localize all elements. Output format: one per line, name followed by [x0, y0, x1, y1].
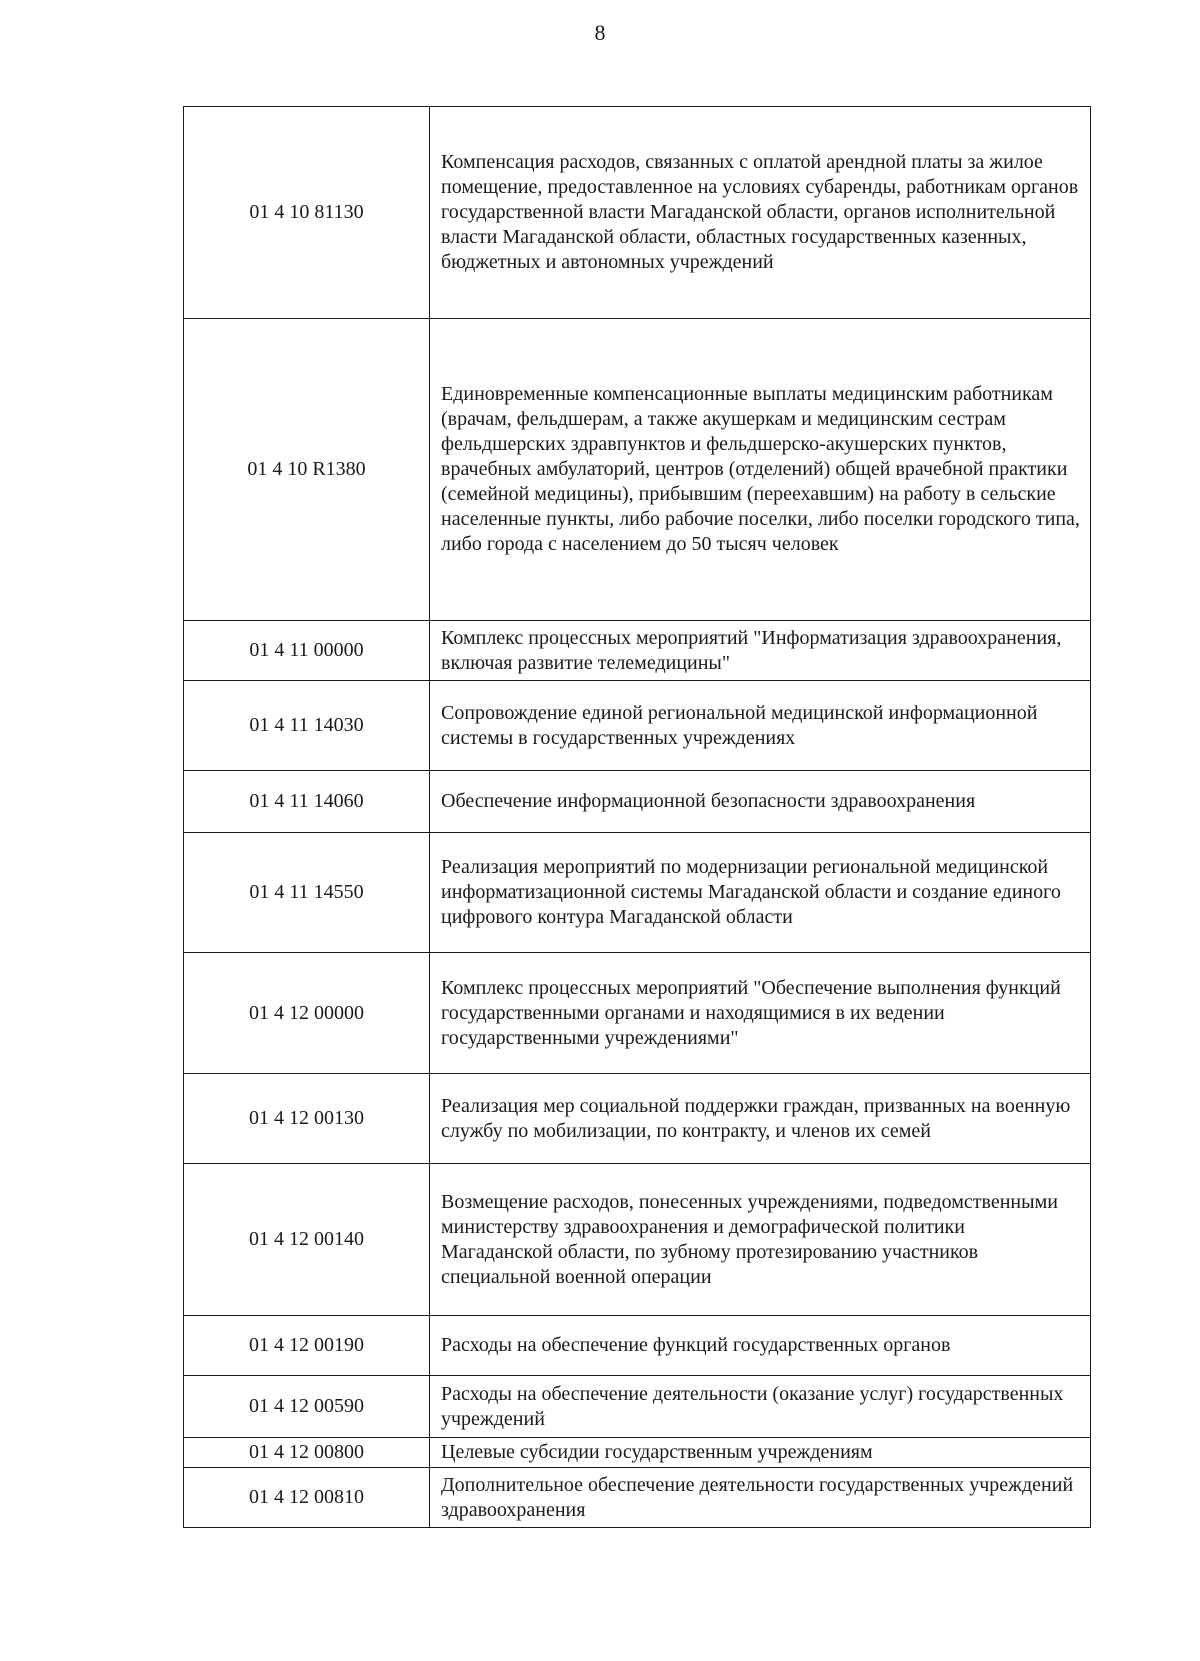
row-description: Дополнительное обеспечение деятельности государственных учреждений здравоохранения	[430, 1468, 1091, 1528]
row-description: Возмещение расходов, понесенных учреждениями, подведомственными министерству здравоохранения и демографической политики Магаданской области, по зубному протезированию участников специальной военной операции	[430, 1164, 1091, 1316]
table-row	[184, 833, 1091, 953]
row-code: 01 4 12 00800	[184, 1438, 430, 1468]
table-row	[184, 1316, 1091, 1376]
row-description: Реализация мероприятий по модернизации региональной медицинской информатизационной системы Магаданской области и создание единого цифрового контура Магаданской области	[430, 833, 1091, 953]
row-description: Комплекс процессных мероприятий "Обеспечение выполнения функций государственными органами и находящимися в их ведении государственными учреждениями"	[430, 953, 1091, 1074]
table-row	[184, 319, 1091, 621]
row-code: 01 4 10 R1380	[184, 319, 430, 621]
table-row	[184, 1164, 1091, 1316]
table-row	[184, 953, 1091, 1074]
budget-classification-table	[183, 106, 1091, 1528]
table-row	[184, 107, 1091, 319]
row-code: 01 4 10 81130	[184, 107, 430, 319]
row-description: Расходы на обеспечение функций государственных органов	[430, 1316, 1091, 1376]
table-row	[184, 1376, 1091, 1438]
row-code: 01 4 12 00590	[184, 1376, 430, 1438]
row-description: Сопровождение единой региональной медицинской информационной системы в государственных учреждениях	[430, 681, 1091, 771]
row-code: 01 4 12 00140	[184, 1164, 430, 1316]
row-code: 01 4 12 00000	[184, 953, 430, 1074]
row-description: Компенсация расходов, связанных с оплатой арендной платы за жилое помещение, предоставленное на условиях субаренды, работникам органов государственной власти Магаданской области, органов исполнительной власти Магаданской области, областных государственных казенных, бюджетных и автономных учреждений	[430, 107, 1091, 319]
row-description: Обеспечение информационной безопасности здравоохранения	[430, 771, 1091, 833]
row-description: Единовременные компенсационные выплаты медицинским работникам (врачам, фельдшерам, а также акушеркам и медицинским сестрам фельдшерских здравпунктов и фельдшерско-акушерских пунктов, врачебных амбулаторий, центров (отделений) общей врачебной практики (семейной медицины), прибывшим (переехавшим) на работу в сельские населенные пункты, либо рабочие поселки, либо поселки городского типа, либо города с населением до 50 тысяч человек	[430, 319, 1091, 621]
table-row	[184, 1438, 1091, 1468]
table-row	[184, 621, 1091, 681]
table-row	[184, 681, 1091, 771]
row-description: Расходы на обеспечение деятельности (оказание услуг) государственных учреждений	[430, 1376, 1091, 1438]
row-code: 01 4 12 00810	[184, 1468, 430, 1528]
table-row	[184, 771, 1091, 833]
table-row	[184, 1074, 1091, 1164]
row-code: 01 4 11 14030	[184, 681, 430, 771]
row-code: 01 4 11 14550	[184, 833, 430, 953]
table-row	[184, 1468, 1091, 1528]
row-description: Целевые субсидии государственным учреждениям	[430, 1438, 1091, 1468]
row-code: 01 4 12 00130	[184, 1074, 430, 1164]
row-code: 01 4 11 14060	[184, 771, 430, 833]
page-number: 8	[594, 20, 606, 45]
row-description: Реализация мер социальной поддержки граждан, призванных на военную службу по мобилизации, по контракту, и членов их семей	[430, 1074, 1091, 1164]
row-code: 01 4 12 00190	[184, 1316, 430, 1376]
row-code: 01 4 11 00000	[184, 621, 430, 681]
row-description: Комплекс процессных мероприятий "Информатизация здравоохранения, включая развитие телемедицины"	[430, 621, 1091, 681]
